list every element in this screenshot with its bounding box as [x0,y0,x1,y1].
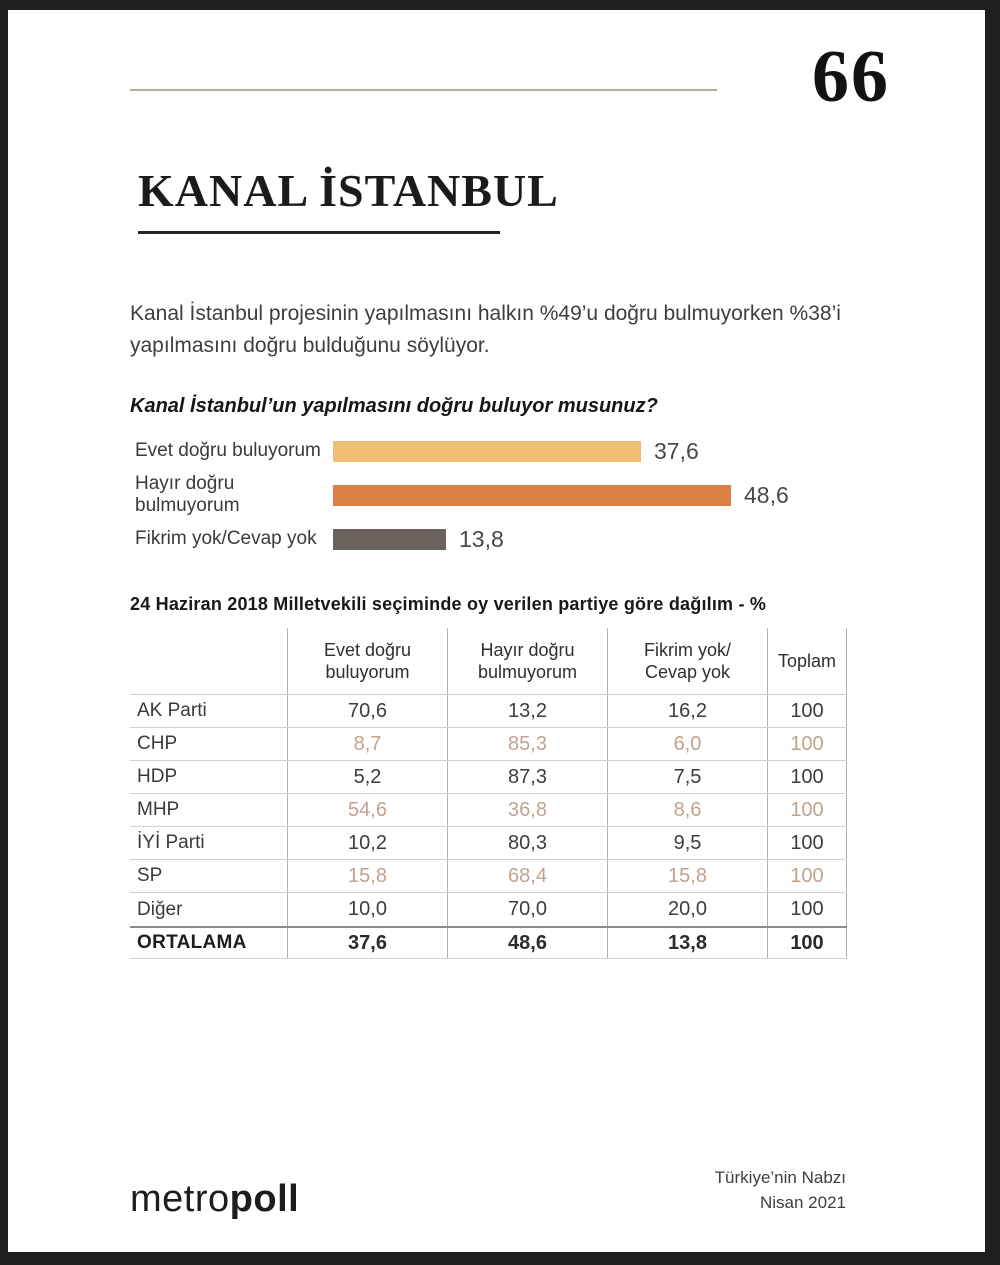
table-row [130,695,847,728]
table-cell: 37,6 [287,928,447,958]
table-cell: 100 [767,695,847,727]
table-cell: 48,6 [447,928,607,958]
logo-light-part: metro [130,1178,230,1220]
header-cell-text: Evet doğru buluyorum [323,639,412,682]
party-label: HDP [137,766,178,787]
party-label: SP [137,865,163,886]
survey-question: Kanal İstanbul’un yapılmasını doğru buluyor musunuz? [130,395,658,417]
table-cell: 13,8 [607,928,767,958]
report-page [8,10,985,1252]
party-label: CHP [137,733,178,754]
table-cell: 36,8 [447,794,607,826]
page-title: KANAL İSTANBUL [138,165,559,216]
header-cell [447,628,607,694]
bar-category-label: Evet doğru buluyorum [135,440,321,461]
title-block [138,166,559,234]
party-table [130,628,847,959]
bar-value-label: 13,8 [459,525,504,552]
table-row [130,761,847,794]
table-row-total [130,926,847,959]
header-cell [607,628,767,694]
table-row [130,893,847,926]
header-cell-text: Hayır doğru bulmuyorum [477,639,578,682]
table-cell: 80,3 [447,827,607,859]
party-label: ORTALAMA [137,932,247,953]
bar-category-label: Hayır doğru bulmuyorum [135,473,240,516]
table-cell: 6,0 [607,728,767,760]
table-cell: 100 [767,860,847,892]
table-cell: 85,3 [447,728,607,760]
table-cell: 7,5 [607,761,767,793]
bar-noidea [333,529,446,550]
bar-row [130,437,870,464]
table-cell: 16,2 [607,695,767,727]
table-heading: 24 Haziran 2018 Milletvekili seçiminde oy verilen partiye göre dağılım - % [130,594,767,614]
publication-date: Nisan 2021 [759,1192,846,1212]
header-cell [287,628,447,694]
header-cell-text: Fikrim yok/ Cevap yok [644,639,731,682]
table-cell: 15,8 [287,860,447,892]
table-row [130,860,847,893]
header-rule [130,89,717,91]
title-underline [138,231,500,234]
header-cell-text: Toplam [777,650,837,671]
bar-value-label: 37,6 [654,437,699,464]
bar-value-label: 48,6 [744,481,789,508]
bar-category-label: Fikrim yok/Cevap yok [135,528,317,549]
party-label: İYİ Parti [137,832,205,853]
logo-bold-part: poll [229,1178,300,1220]
bar-chart [130,437,870,572]
party-label: Diğer [137,898,183,920]
footer-publication-info [715,1166,846,1215]
table-cell: 70,6 [287,695,447,727]
table-cell: 100 [767,928,847,958]
metropoll-logo [130,1178,299,1221]
table-cell: 100 [767,893,847,926]
table-cell: 9,5 [607,827,767,859]
table-cell: 20,0 [607,893,767,926]
table-cell: 10,2 [287,827,447,859]
table-cell: 100 [767,728,847,760]
table-header [130,628,847,695]
table-row [130,728,847,761]
bar-yes [333,441,641,462]
party-label: MHP [137,799,180,820]
table-cell: 10,0 [287,893,447,926]
table-cell: 5,2 [287,761,447,793]
table-cell: 100 [767,794,847,826]
table-cell: 13,2 [447,695,607,727]
header-cell-empty [130,628,287,694]
table-cell: 8,6 [607,794,767,826]
header-cell [767,628,847,694]
page-number: 66 [812,36,890,118]
publication-name: Türkiye’nin Nabzı [714,1168,846,1187]
table-cell: 100 [767,827,847,859]
table-row [130,827,847,860]
table-cell: 68,4 [447,860,607,892]
table-cell: 87,3 [447,761,607,793]
table-cell: 54,6 [287,794,447,826]
bar-row [130,525,870,552]
table-row [130,794,847,827]
table-cell: 15,8 [607,860,767,892]
bar-row [130,473,870,516]
table-cell: 100 [767,761,847,793]
intro-paragraph: Kanal İstanbul projesinin yapılmasını halkın %49’u doğru bulmuyorken %38’i yapılmasını doğru bulduğunu söylüyor. [130,302,841,357]
party-label: AK Parti [137,700,207,721]
table-cell: 70,0 [447,893,607,926]
table-cell: 8,7 [287,728,447,760]
bar-no [333,485,731,506]
